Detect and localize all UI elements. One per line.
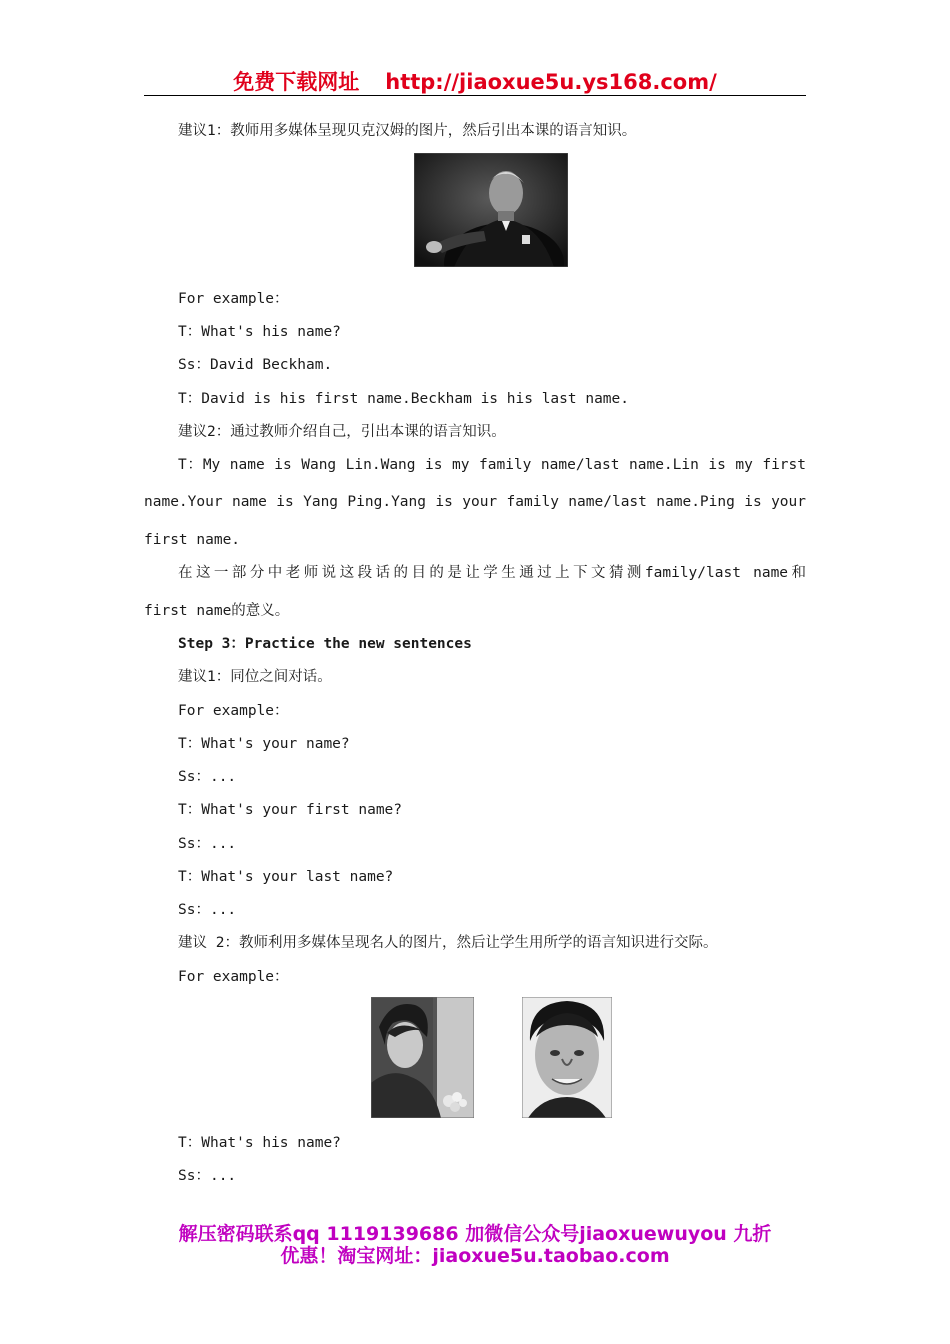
page-header	[0, 66, 950, 96]
dialog-line-3: T：David is his first name.Beckham is his last name.	[178, 391, 629, 407]
dialog-line-1: T：What's his name?	[178, 324, 341, 340]
suggestion-4: 建议 2：教师利用多媒体呈现名人的图片，然后让学生用所学的语言知识进行交际。	[178, 935, 718, 951]
suggestion-2: 建议2：通过教师介绍自己，引出本课的语言知识。	[178, 424, 506, 440]
paragraph-1-line-2: name.Your name is Yang Ping.Yang is your family name/last name.Ping is your	[144, 494, 806, 510]
paragraph-1-line-1: T：My name is Wang Lin.Wang is my family name/last name.Lin is my first	[178, 457, 806, 473]
for-example-1: For example：	[178, 291, 289, 307]
celebrity-photo-2	[522, 997, 612, 1118]
beckham-photo	[414, 153, 568, 267]
footer-line-1: 解压密码联系qq 1119139686 加微信公众号jiaoxuewuyou 九折	[178, 1223, 772, 1245]
header-divider	[144, 95, 806, 96]
question-3: T：What's your last name?	[178, 869, 394, 885]
paragraph-1-line-3: first name.	[144, 532, 241, 548]
header-url[interactable]: http://jiaoxue5u.ys168.com/	[385, 70, 717, 94]
paragraph-2-line-2: first name的意义。	[144, 603, 290, 619]
question-4: T：What's his name?	[178, 1135, 341, 1151]
celebrity-photo-1	[371, 997, 474, 1118]
header-label: 免费下载网址	[233, 70, 360, 94]
step-3-heading: Step 3：Practice the new sentences	[178, 636, 472, 652]
question-1: T：What's your name?	[178, 736, 350, 752]
answer-1: Ss：...	[178, 769, 237, 785]
question-2: T：What's your first name?	[178, 802, 403, 818]
answer-3: Ss：...	[178, 902, 237, 918]
footer-line-2: 优惠！淘宝网址：jiaoxue5u.taobao.com	[280, 1245, 670, 1267]
for-example-3: For example：	[178, 969, 289, 985]
answer-2: Ss：...	[178, 836, 237, 852]
suggestion-3: 建议1：同位之间对话。	[178, 669, 332, 685]
answer-4: Ss：...	[178, 1168, 237, 1184]
suggestion-1: 建议1：教师用多媒体呈现贝克汉姆的图片，然后引出本课的语言知识。	[178, 123, 637, 139]
for-example-2: For example：	[178, 703, 289, 719]
paragraph-2-line-1: 在这一部分中老师说这段话的目的是让学生通过上下文猜测family/last name和	[178, 565, 806, 581]
dialog-line-2: Ss：David Beckham.	[178, 357, 333, 373]
